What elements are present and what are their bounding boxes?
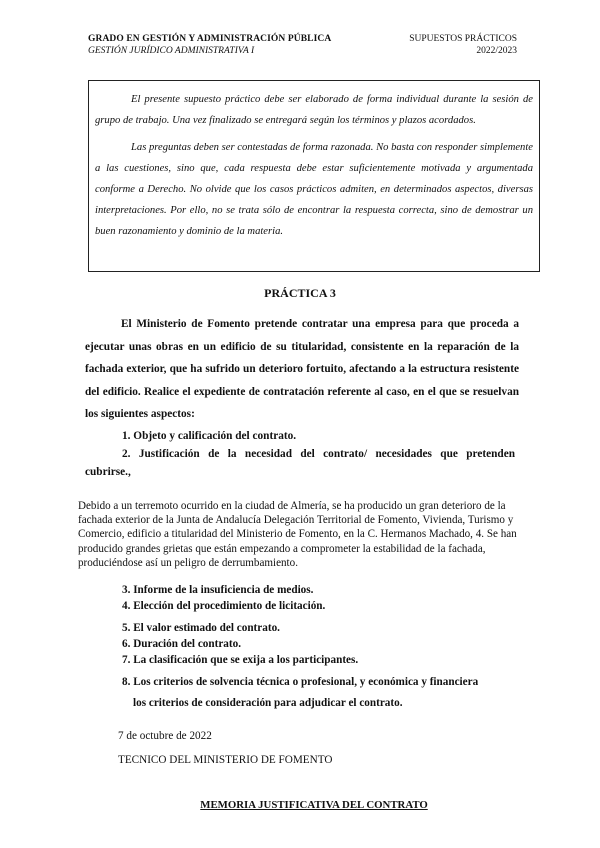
question-3: 3. Informe de la insuficiencia de medios. (122, 584, 314, 596)
header-subject: GESTIÓN JURÍDICO ADMINISTRATIVA I (88, 46, 255, 56)
header-degree: GRADO EN GESTIÓN Y ADMINISTRACIÓN PÚBLICA (88, 34, 332, 44)
question-4: 4. Elección del procedimiento de licitación. (122, 600, 326, 612)
header-academic-year: 2022/2023 (476, 46, 517, 56)
question-6: 6. Duración del contrato. (122, 638, 242, 650)
instructions-box (88, 80, 540, 272)
instructions-paragraph-2: Las preguntas deben ser contestadas de forma razonada. No basta con responder simplemente a las cuestiones, sino que, cada respuesta debe estar suficientemente motivada y argumentada conforme a Derecho. No olvide que los casos prácticos admiten, en determinados aspectos, diversas interpretaciones. Por ello, no se trata sólo de encontrar la respuesta correcta, sino de demostrar un buen razonamiento y dominio de la materia. (95, 142, 533, 237)
question-2-line-1: 2. Justificación de la necesidad del contrato/ necesidades que pretenden (122, 448, 515, 460)
question-8-line-2: los criterios de consideración para adjudicar el contrato. (133, 697, 403, 709)
question-5: 5. El valor estimado del contrato. (122, 622, 280, 634)
question-2-line-2: cubrirse., (85, 466, 131, 478)
header-doc-type: SUPUESTOS PRÁCTICOS (409, 34, 517, 44)
practice-statement-block (85, 313, 519, 426)
document-date: 7 de octubre de 2022 (118, 730, 212, 742)
question-8-line-1: 8. Los criterios de solvencia técnica o profesional, y económica y financiera (122, 676, 479, 688)
question-7: 7. La clasificación que se exija a los participantes. (122, 654, 359, 666)
memoria-title: MEMORIA JUSTIFICATIVA DEL CONTRATO (200, 799, 428, 811)
questions-1-2 (85, 427, 515, 481)
document-signer: TECNICO DEL MINISTERIO DE FOMENTO (118, 754, 333, 766)
questions-3-8 (122, 582, 542, 711)
answer-2-text: Debido a un terremoto ocurrido en la ciudad de Almería, se ha producido un gran deterioro de la fachada exterior de la Junta de Andalucía Delegación Territorial de Fomento, Vivienda, Turismo y Comercio, edificio a titularidad del Ministerio de Fomento, en la C. Hermanos Machado, 4. Se han producido grandes grietas que están empezando a comprometer la estabilidad de la fachada, produciéndose así un peligro de derrumbamiento. (78, 500, 517, 569)
question-2 (85, 445, 515, 463)
instructions-paragraph-1: El presente supuesto práctico debe ser elaborado de forma individual durante la sesión de grupo de trabajo. Una vez finalizado se entregará según los términos y plazos acordados. (95, 94, 533, 126)
practice-statement: El Ministerio de Fomento pretende contratar una empresa para que proceda a ejecutar unas obras en un edificio de su titularidad, consistente en la reparación de la fachada exterior, que ha sufrido un deterioro fortuito, afectando a la estructura resistente del edificio. Realice el expediente de contratación referente al caso, en el que se resuelvan los siguientes aspectos: (85, 318, 519, 421)
question-1: 1. Objeto y calificación del contrato. (122, 430, 297, 442)
practice-title: PRÁCTICA 3 (264, 286, 336, 300)
